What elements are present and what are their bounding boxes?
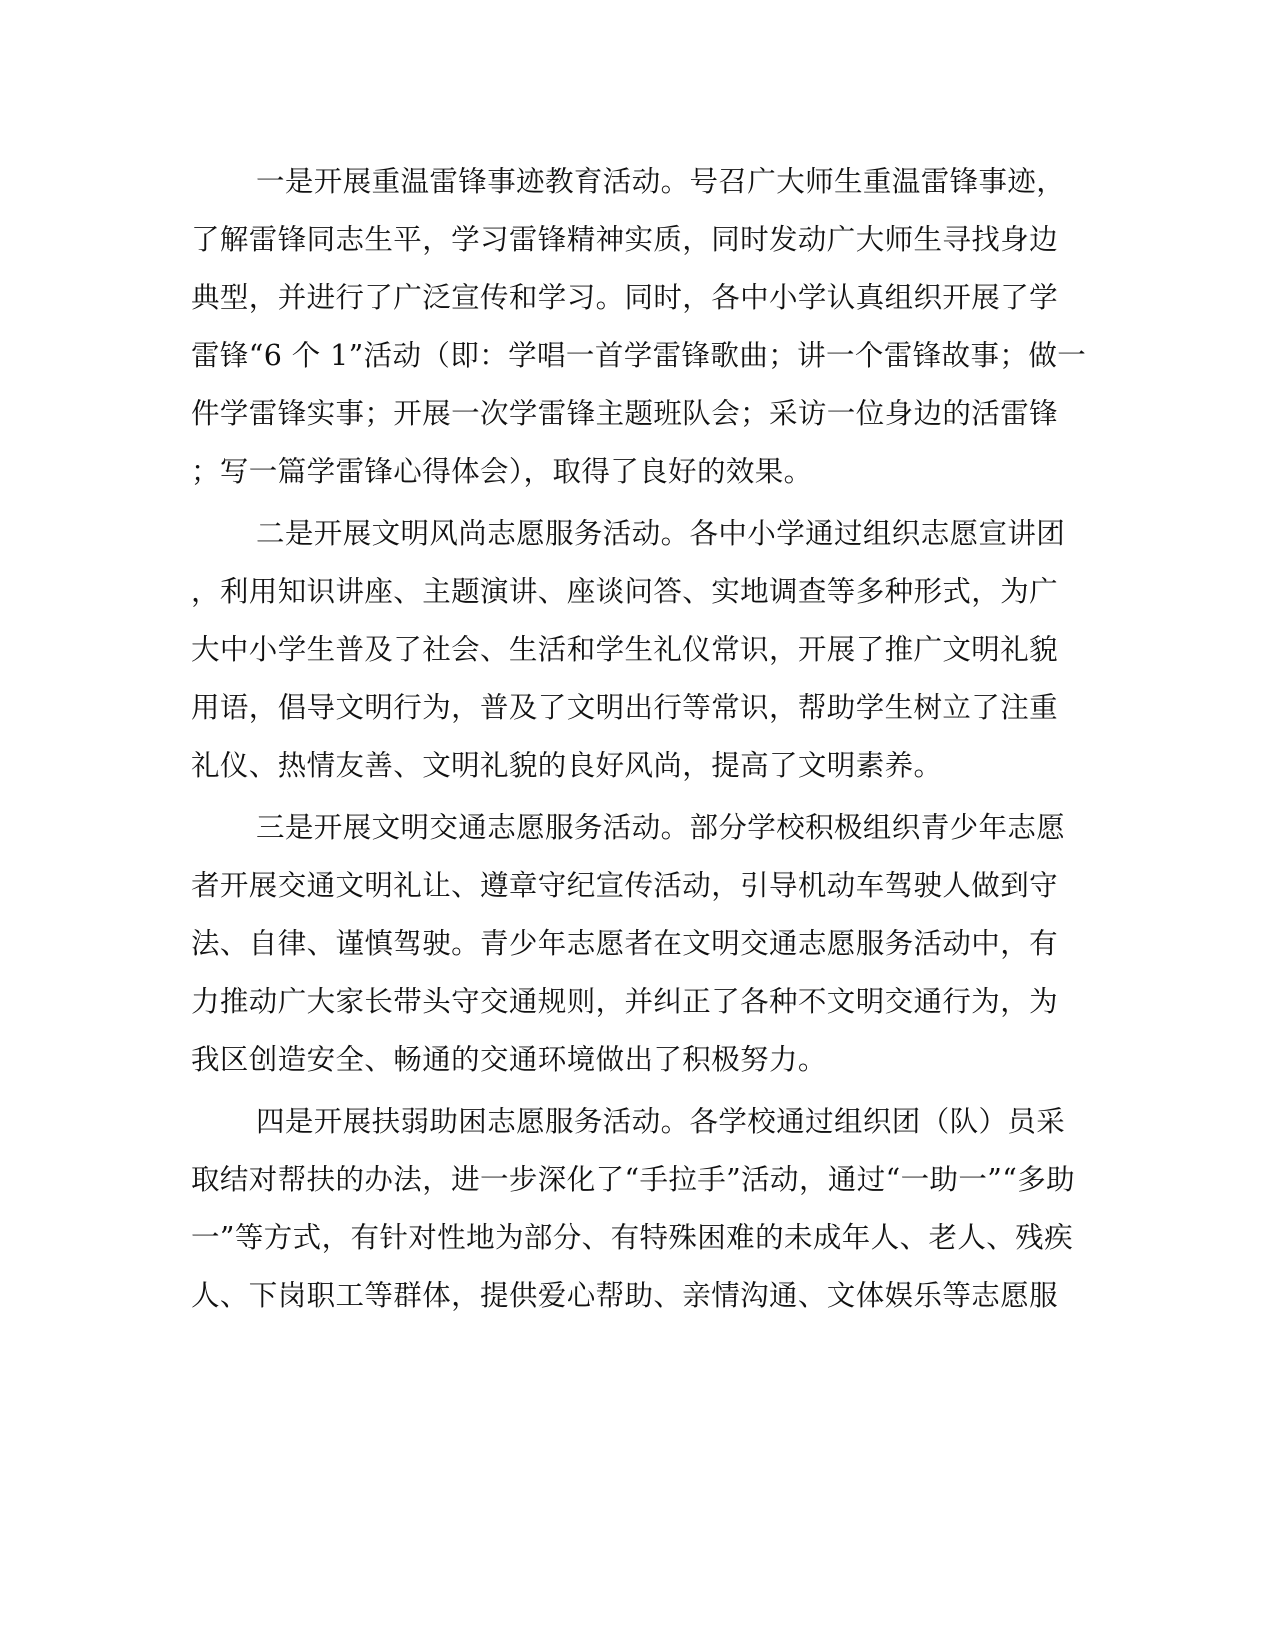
paragraph-3-line-3: 法、自律、谨慎驾驶。青少年志愿者在文明交通志愿服务活动中，有 xyxy=(191,927,1059,960)
paragraph-3-line-2: 者开展交通文明礼让、遵章守纪宣传活动，引导机动车驾驶人做到守 xyxy=(191,869,1059,902)
paragraph-2-line-4: 用语，倡导文明行为，普及了文明出行等常识，帮助学生树立了注重 xyxy=(191,691,1059,724)
paragraph-1-line-2: 了解雷锋同志生平，学习雷锋精神实质，同时发动广大师生寻找身边 xyxy=(191,223,1059,256)
paragraph-1-line-6: ；写一篇学雷锋心得体会），取得了良好的效果。 xyxy=(191,455,813,488)
paragraph-1-line-4: 雷锋“6 个 1”活动（即：学唱一首学雷锋歌曲；讲一个雷锋故事；做一 xyxy=(191,339,1087,372)
paragraph-4-line-2: 取结对帮扶的办法，进一步深化了“手拉手”活动，通过“一助一”“多助 xyxy=(191,1163,1076,1196)
paragraph-1-line-3: 典型，并进行了广泛宣传和学习。同时，各中小学认真组织开展了学 xyxy=(191,281,1059,314)
paragraph-2-line-5: 礼仪、热情友善、文明礼貌的良好风尚，提高了文明素养。 xyxy=(191,749,943,782)
paragraph-3-line-1: 三是开展文明交通志愿服务活动。部分学校积极组织青少年志愿 xyxy=(256,811,1066,844)
paragraph-1-line-1: 一是开展重温雷锋事迹教育活动。号召广大师生重温雷锋事迹， xyxy=(256,165,1066,198)
paragraph-2-line-3: 大中小学生普及了社会、生活和学生礼仪常识，开展了推广文明礼貌 xyxy=(191,633,1059,666)
paragraph-3-line-4: 力推动广大家长带头守交通规则，并纠正了各种不文明交通行为，为 xyxy=(191,985,1059,1018)
paragraph-4-line-4: 人、下岗职工等群体，提供爱心帮助、亲情沟通、文体娱乐等志愿服 xyxy=(191,1279,1059,1312)
paragraph-2-line-2: ，利用知识讲座、主题演讲、座谈问答、实地调查等多种形式，为广 xyxy=(191,575,1059,608)
paragraph-1-line-5: 件学雷锋实事；开展一次学雷锋主题班队会；采访一位身边的活雷锋 xyxy=(191,397,1059,430)
paragraph-4-line-3: 一”等方式，有针对性地为部分、有特殊困难的未成年人、老人、残疾 xyxy=(191,1221,1073,1254)
paragraph-2-line-1: 二是开展文明风尚志愿服务活动。各中小学通过组织志愿宣讲团 xyxy=(256,517,1066,550)
paragraph-3-line-5: 我区创造安全、畅通的交通环境做出了积极努力。 xyxy=(191,1043,827,1076)
paragraph-4-line-1: 四是开展扶弱助困志愿服务活动。各学校通过组织团（队）员采 xyxy=(256,1105,1066,1138)
